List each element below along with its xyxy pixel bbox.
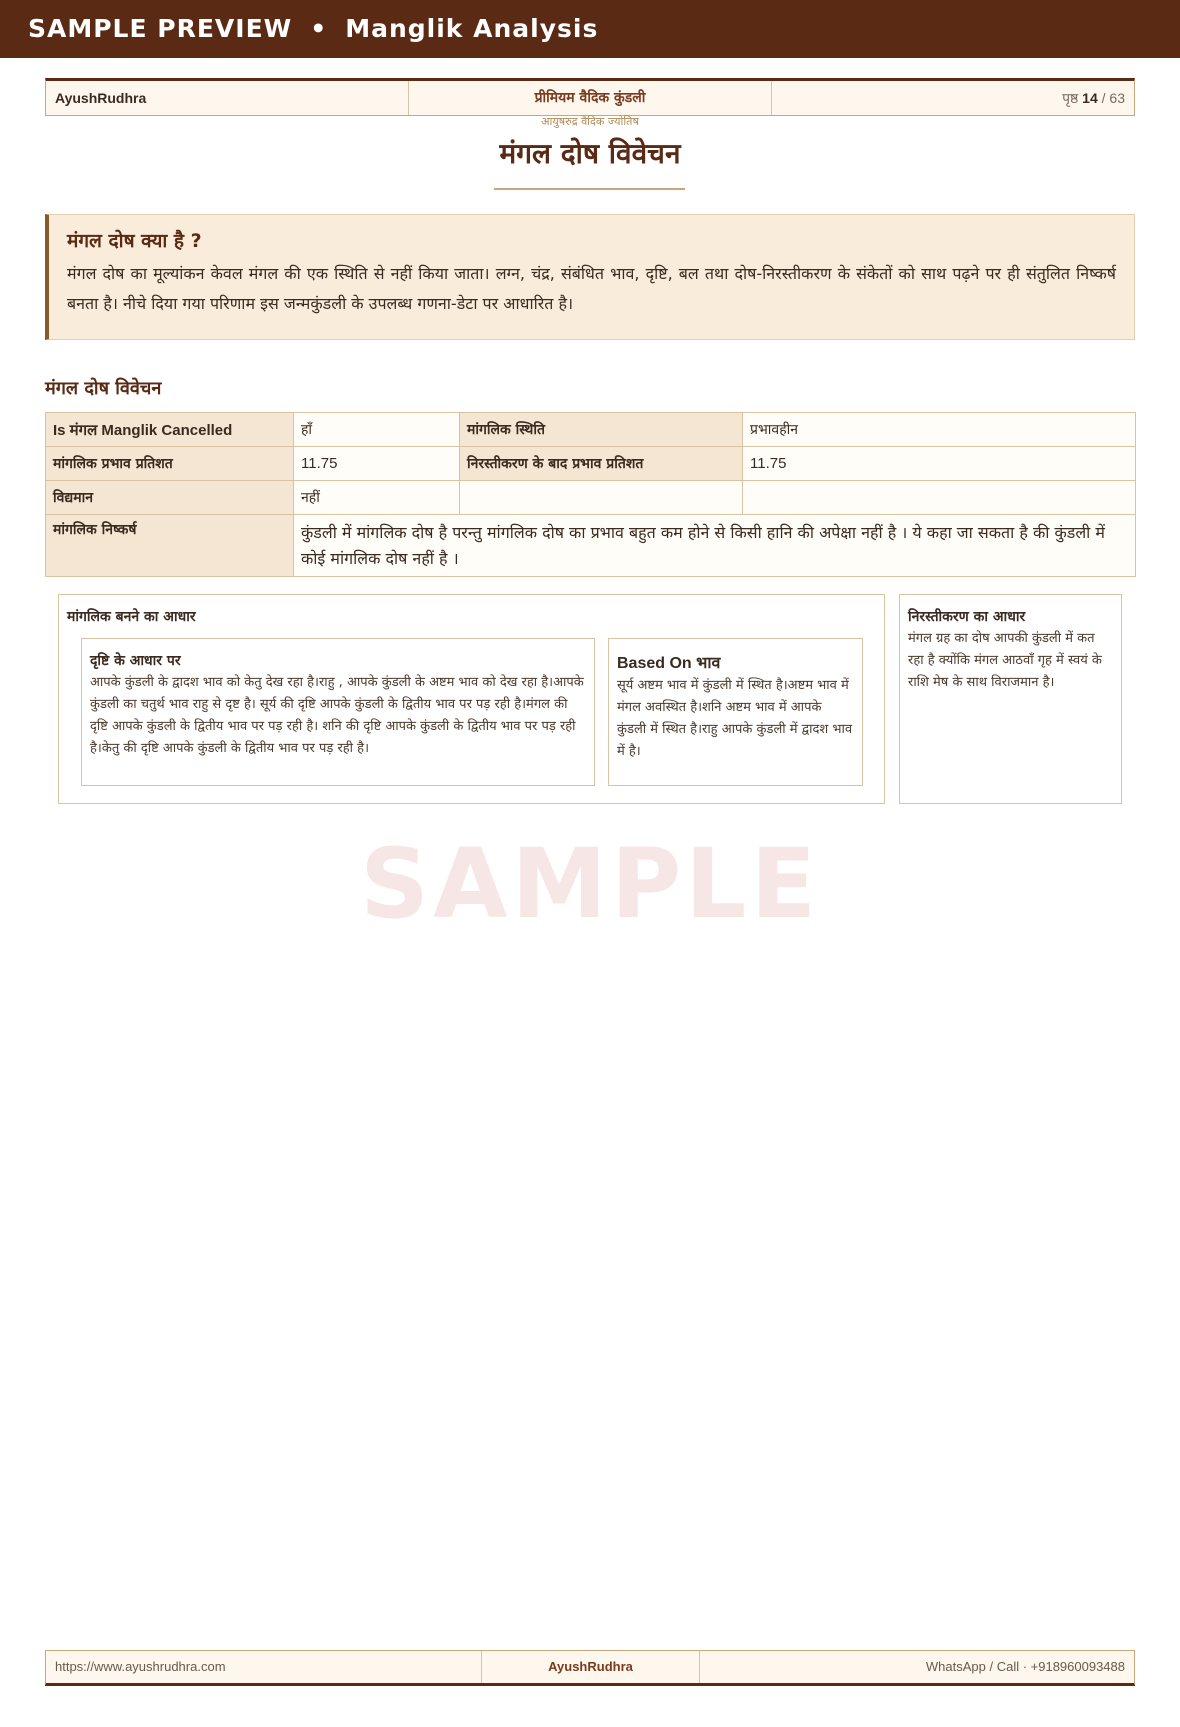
status-value: प्रभावहीन (743, 413, 1136, 447)
page-current: 14 (1082, 90, 1098, 106)
banner-separator: • (310, 14, 328, 43)
table-row (46, 447, 1136, 481)
cancelled-value: हाँ (294, 413, 460, 447)
sub-brand: आयुषरुद्र वैदिक ज्योतिष (541, 115, 639, 128)
effect-percent-value: 11.75 (294, 447, 460, 481)
header-brand: AyushRudhra (55, 90, 147, 106)
section-heading: मंगल दोष विवेचन (45, 378, 162, 399)
footer-brand: AyushRudhra (481, 1651, 699, 1683)
empty-cell (743, 481, 1136, 515)
preview-banner (0, 0, 1180, 58)
drishti-heading: दृष्टि के आधार पर (90, 653, 181, 669)
bhav-heading: Based On भाव (617, 655, 721, 672)
page-title: मंगल दोष विवेचन (499, 137, 681, 170)
conclusion-value: कुंडली में मांगलिक दोष है परन्तु मांगलिक दोष का प्रभाव बहुत कम होने से किसी हानि की अपेक्षा नहीं है । ये कहा जा सकता है की कुंडली में कोई मांगलिक दोष नहीं है । (294, 515, 1136, 577)
intro-text: मंगल दोष का मूल्यांकन केवल मंगल की एक स्थिति से नहीं किया जाता। लग्न, चंद्र, संबंधित भाव, दृष्टि, बल तथा दोष-निरस्तीकरण के संकेतों को साथ पढ़ने पर ही संतुलित निष्कर्ष बनता है। नीचे दिया गया परिणाम इस जन्मकुंडली के उपलब्ध गणना-डेटा पर आधारित है। (67, 264, 1116, 313)
bhav-basis-box (608, 638, 863, 786)
cancellation-basis-box (899, 594, 1122, 804)
conclusion-label: मांगलिक निष्कर्ष (46, 515, 294, 577)
post-cancel-percent-label: निरस्तीकरण के बाद प्रभाव प्रतिशत (460, 447, 743, 481)
page-prefix: पृष्ठ (1062, 90, 1079, 106)
cancelled-label: Is मंगल Manglik Cancelled (46, 413, 294, 447)
drishti-text: आपके कुंडली के द्वादश भाव को केतु देख रहा है।राहु , आपके कुंडली के अष्टम भाव को देख रहा है।आपके कुंडली का चतुर्थ भाव राहु से दृष्ट है। सूर्य की दृष्टि आपके कुंडली के द्वितीय भाव पर पड़ रही है।मंगल की दृष्टि आपके कुंडली के द्वितीय भाव पर पड़ रही है। शनि की दृष्टि आपके कुंडली के द्वितीय भाव पर पड़ रही है।केतु की दृष्टि आपके कुंडली के द्वितीय भाव पर पड़ रही है। (90, 675, 584, 756)
page-header (45, 78, 1135, 116)
page-number (771, 81, 1134, 115)
page-total: / 63 (1101, 90, 1125, 106)
table-row (46, 515, 1136, 577)
table-row (46, 481, 1136, 515)
banner-section: Manglik Analysis (345, 14, 599, 43)
effect-percent-label: मांगलिक प्रभाव प्रतिशत (46, 447, 294, 481)
intro-heading: मंगल दोष क्या है ? (67, 230, 202, 252)
cancellation-heading: निरस्तीकरण का आधार (908, 609, 1026, 625)
manglik-table (45, 412, 1136, 577)
page-footer (45, 1650, 1135, 1686)
footer-contact: WhatsApp / Call · +918960093488 (699, 1651, 1134, 1683)
bhav-text: सूर्य अष्टम भाव में कुंडली में स्थित है।अष्टम भाव में मंगल अवस्थित है।शनि अष्टम भाव में आपके कुंडली में स्थित है।राहु आपके कुंडली में द्वादश भाव में है। (617, 678, 853, 759)
cancellation-text: मंगल ग्रह का दोष आपकी कुंडली में कत रहा है क्योंकि मंगल आठवाँ गृह में स्वयं के राशि मेष के साथ विराजमान है। (908, 631, 1102, 690)
title-underline (494, 188, 685, 190)
present-label: विद्यमान (46, 481, 294, 515)
status-label: मांगलिक स्थिति (460, 413, 743, 447)
basis-title: मांगलिक बनने का आधार (67, 609, 196, 625)
present-value: नहीं (294, 481, 460, 515)
post-cancel-percent-value: 11.75 (743, 447, 1136, 481)
header-title: प्रीमियम वैदिक कुंडली (408, 81, 771, 115)
footer-url-link[interactable]: https://www.ayushrudhra.com (55, 1659, 226, 1674)
intro-box (45, 214, 1135, 340)
empty-cell (460, 481, 743, 515)
sample-watermark: SAMPLE (359, 828, 821, 940)
banner-label: SAMPLE PREVIEW (28, 14, 293, 43)
table-row (46, 413, 1136, 447)
drishti-basis-box (81, 638, 595, 786)
manglik-basis-panel (58, 594, 885, 804)
